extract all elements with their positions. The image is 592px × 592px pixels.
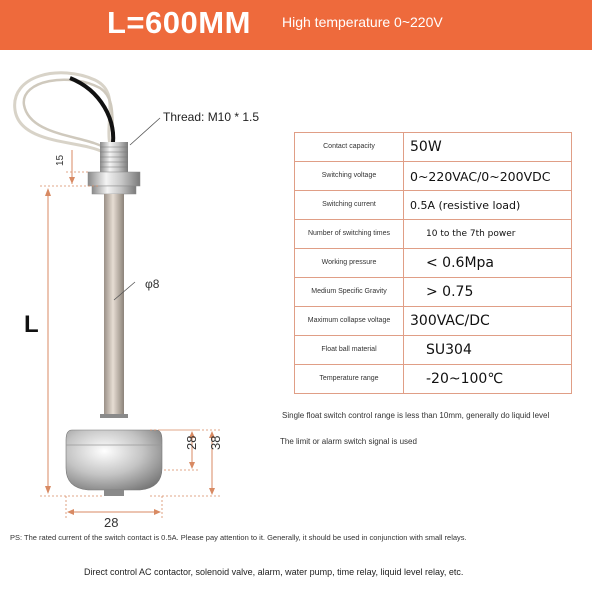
spec-label: Switching voltage	[295, 162, 404, 191]
dim-top-label: 15	[55, 154, 66, 166]
spec-label: Maximum collapse voltage	[295, 307, 404, 336]
spec-value: 0.5A (resistive load)	[404, 191, 572, 220]
wire-white-icon	[15, 73, 114, 152]
spec-value: 10 to the 7th power	[404, 220, 572, 249]
table-row	[295, 336, 572, 365]
banner-title: L=600MM	[107, 5, 251, 40]
dim-diameter-label: φ8	[145, 277, 160, 291]
thread-leader-line	[130, 118, 160, 145]
stop-ring	[100, 414, 128, 418]
table-row	[295, 133, 572, 162]
banner-subtitle: High temperature 0~220V	[282, 14, 443, 30]
spec-label: Number of switching times	[295, 220, 404, 249]
spec-label: Float ball material	[295, 336, 404, 365]
table-row	[295, 191, 572, 220]
title-banner	[0, 0, 592, 50]
table-row	[295, 162, 572, 191]
ps-note: PS: The rated current of the switch contact is 0.5A. Please pay attention to it. Generally, it should be used in conjunction with small relays.	[10, 533, 467, 542]
float-ball	[66, 430, 162, 490]
spec-label: Switching current	[295, 191, 404, 220]
table-row	[295, 307, 572, 336]
spec-label: Working pressure	[295, 249, 404, 278]
single-float-note: Single float switch control range is less than 10mm, generally do liquid level	[282, 411, 550, 420]
spec-label: Temperature range	[295, 365, 404, 394]
table-row	[295, 365, 572, 394]
spec-label: Medium Specific Gravity	[295, 278, 404, 307]
table-row	[295, 220, 572, 249]
table-row	[295, 278, 572, 307]
dim-length-label: L	[24, 311, 39, 338]
spec-label: Contact capacity	[295, 133, 404, 162]
spec-value: SU304	[404, 336, 572, 365]
table-row	[295, 249, 572, 278]
spec-value: > 0.75	[404, 278, 572, 307]
signal-note: The limit or alarm switch signal is used	[280, 437, 417, 446]
spec-table	[294, 132, 572, 394]
spec-value: 50W	[404, 133, 572, 162]
thread-label: Thread: M10 * 1.5	[163, 110, 260, 124]
spec-value: 0~220VAC/0~200VDC	[404, 162, 572, 191]
stem-rod	[104, 194, 124, 414]
bottom-stop	[104, 490, 124, 496]
spec-value: 300VAC/DC	[404, 307, 572, 336]
spec-value: -20~100℃	[404, 365, 572, 394]
dim-float-inner-label: 28	[184, 435, 199, 450]
hex-nut-washer	[92, 186, 136, 194]
direct-control-note: Direct control AC contactor, solenoid valve, alarm, water pump, time relay, liquid level relay, etc.	[84, 567, 464, 577]
hex-nut-top	[88, 172, 140, 186]
dim-float-width-label: 28	[104, 515, 119, 530]
spec-value: < 0.6Mpa	[404, 249, 572, 278]
dim-float-outer-label: 38	[208, 435, 223, 450]
